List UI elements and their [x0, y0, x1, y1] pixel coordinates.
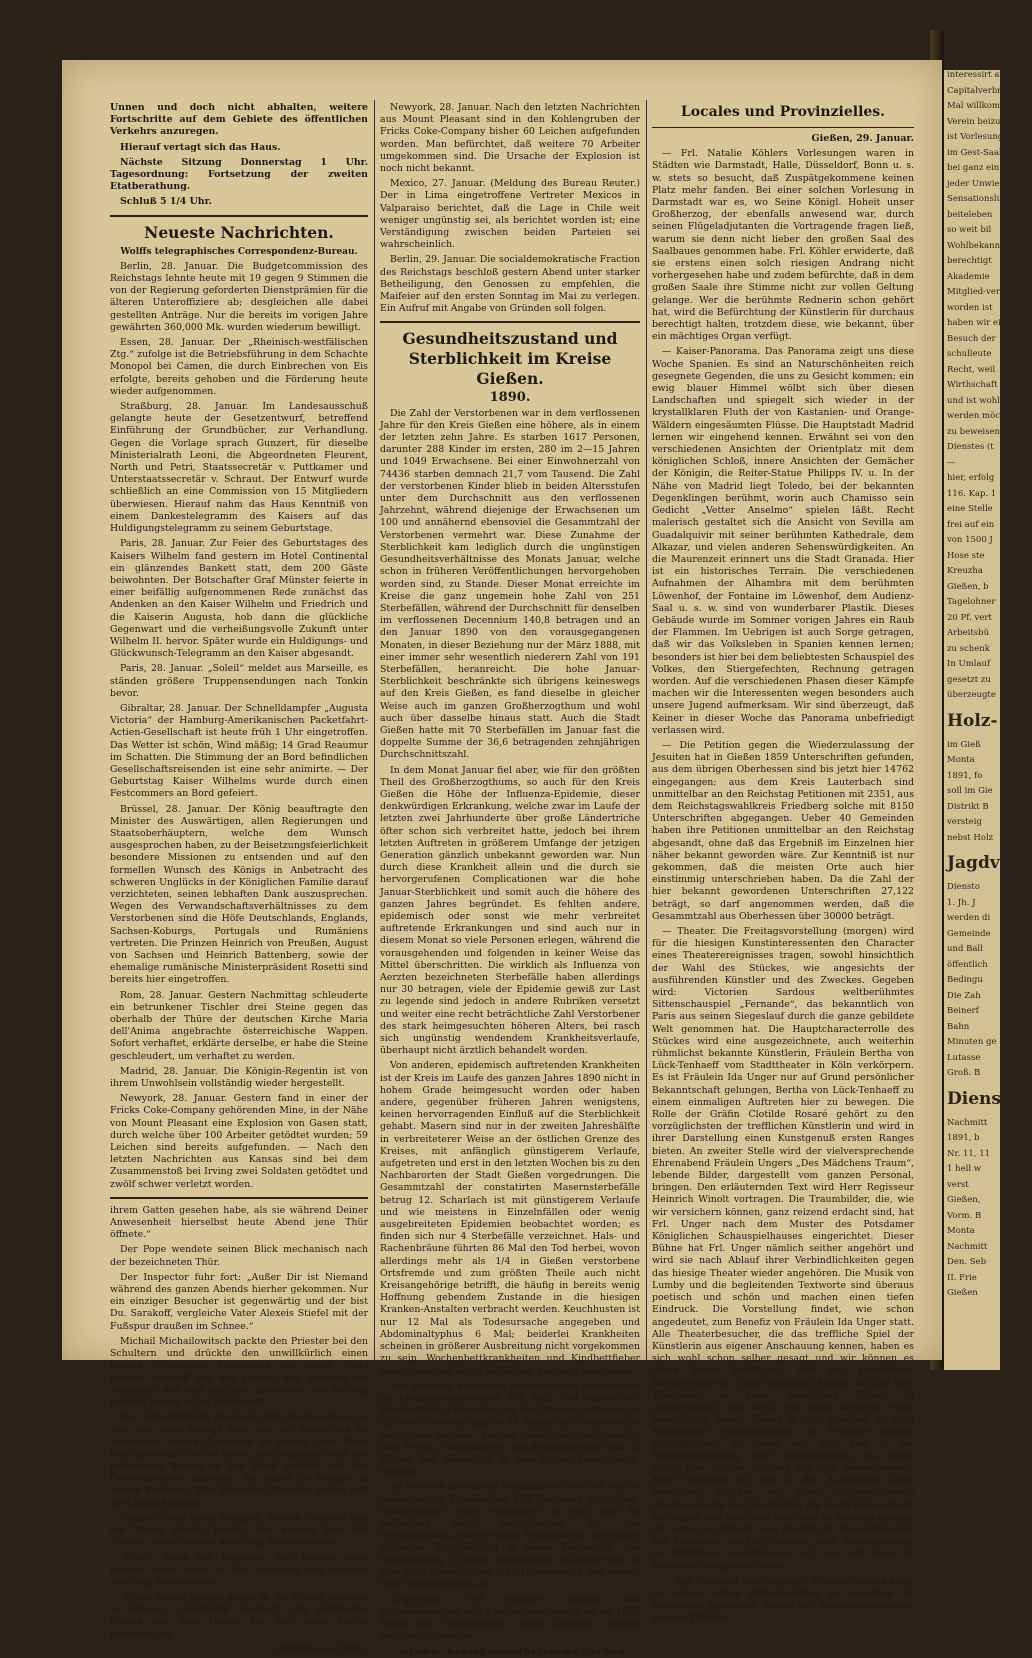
report-paragraph: Die Zahl der Verstorbenen war in dem verflossenen Jahre für den Kreis Gießen eine höhere, als in einem der letzten zehn Jahre. Es starben 1617 Personen, darunter 288 Kinder im ersten, 280 im 2—15 Jahren und 1049 Erwachsene. Bei einer Einwohnerzahl von 74436 starben demnach 21,7 vom Tausend. Die Zahl der verstorbenen Kinder blieb in beiden Altersstufen unter dem Durchschnitt aus den verflossenen Jahrzehnt, während diejenige der Erwachsenen um 100 und annähernd ebensoviel die Gesammtzahl der Verstorbenen vermehrt war. Diese Zunahme der Sterblichkeit kam lediglich durch die ungünstigen Gesundheitsverhältnisse des Monats Januar, welche schon in früheren Veröffentlichungen hervorgehoben worden sind, zu Stande. Dieser Monat erreichte im Kreise die ganz ungemein hohe Zahl von 251 Sterbefällen, während der Durchschnitt für denselben im verflossenen Decennium 140,8 betragen und an den Januar 1890 von den vorausgegangenen Monaten, in dieser Beziehung nur der März 1888, mit einer immer sehr wesentlich niederern Zahl von 191 Sterbefällen, heranreicht. Die hohe Januar-Sterblichkeit beschränkte sich übrigens keineswegs auf den Kreis Gießen, es fand dieselbe in gleicher Weise auch im ganzen Großherzogthum und wohl auch über dasselbe hinaus statt. Auch die Stadt Gießen hatte mit 70 Sterbefällen im Januar fast die doppelte Summe der 36,6 betragenden zehnjährigen Durchschnittszahl. [380, 407, 640, 761]
strip-line: II. Frie [947, 1272, 977, 1283]
local-item: — Frl. Natalie Köhlers Vorlesungen waren in Städten wie Darmstadt, Halle, Düsseldorf, Bonn u. s. w. stets so besucht, daß Zuspätgekommene keinen Platz mehr fanden. Bei einer solchen Vorlesung in Darmstadt war es, wo Seine Königl. Hoheit unser Großherzog, der ebenfalls anwesend war, durch seinen Flügeladjutanten die Vortragende fragen ließ, warum sie denn nicht lieber den großen Saal des Saalbaues genommen habe. Frl. Köhler erwiderte, daß sie erstens einen solch riesigen Andrang nicht vorhergesehen habe und zudem befürchte, daß in dem großen Saale ihre Stimme nicht zur vollen Geltung gelange. Wer die berühmte Rednerin schon gehört hat, wird die Befürchtung der Künstlerin für durchaus berechtigt halten, trotzdem diese, wie bekannt, über ein mächtiges Organ verfügt. [652, 148, 914, 343]
story-paragraph: Der Ueberwältigte blieb auf dem Stuhle sitzen; es war ihm ganz stumpf und wirr zu Sinne und er vermochte keinen Gedanken zu fassen. Sein Blick irrte abwesend durchs Leere. Der Inspector stand mit gekreuzten Armen an den Tisch gelehnt und der Gerichtsbeamte blätterte, die Feder im Munde, in seinen Papieren. Man hörte die Wanduhr ticken und die Lampe knistern. [110, 1412, 368, 1509]
strip-line: versteig [947, 817, 982, 827]
strip-line: Groß. B [947, 1068, 981, 1078]
strip-line: Kreuzha [947, 566, 983, 576]
story-paragraph: „Nun?“ sagte der Inspector. Der Beamte aber tauchte seine Feder in das Tintenfaß und schickte sich zum Schreiben an. [110, 1552, 368, 1588]
strip-line: Lutasse [947, 1052, 981, 1063]
strip-line: Dienstes (t [947, 442, 994, 452]
strip-line: Gießen [947, 1288, 978, 1298]
strip-line: Recht, weil [947, 364, 996, 375]
strip-line: Bahn [947, 1021, 970, 1032]
strip-text-block [944, 882, 1000, 1080]
strip-line: — [947, 457, 956, 468]
column-3 [652, 102, 915, 1624]
strip-line: Gießen, [947, 1195, 981, 1205]
report-paragraph: In dem Monat Januar fiel aber, wie für den größten Theil des Großherzogthums, so auch für den Kreis Gießen die Höhe der Influenza-Epidemie, dieser denkwürdigen Erkrankung, welche zwar im Laufe der letzten zwei Jahrhunderte über große Ländertriche öfter schon sich verbreitet hatte, jedoch bei ihrem letzten Auftreten in größerem Umfange der jetzigen Generation gänzlich unbekannt geworden war. Nun durch diese Krankheit allein und die durch sie hervorgerufenen Complicationen war die hohe Januar-Sterblichkeit und somit auch die höhere des ganzen Jahres begründet. Es fehlten andere, epidemisch oder sonst wie mehr verbreitet auftretende Erkrankungen und sind auch nur in diesem Monat so viele Personen erlegen, während die vorausgehenden und folgenden in keiner Weise das Mittel überschritten. Die wirklich als Influenza von Aerzten bezeichneten Sterbefälle haben allerdings nur 30 betragen, viele der Epidemie gewiß zur Last zu legende sind jedoch in andere Rubriken versetzt und weiter eine recht beträchtliche Zahl Verstorbener des stark heimgesuchten höheren Alters, bei rasch sich ungünstig wendendem Krankheitsverlaufe, überhaupt nicht ärztlich behandelt worden. [380, 764, 640, 1057]
strip-line: Distrikt B [947, 801, 989, 812]
news-item: Newyork, 28. Januar. Gestern fand in einer der Fricks Coke-Company gehörenden Mine, in der Nähe von Mount Pleasant eine Explosion von Gasen statt, durch welche über 100 Arbeiter getödtet wurden; 59 Leichen sind bereits aufgefunden. — Nach den letzten Nachrichten aus Kansas sind bei dem Zusammenstoß bei Irving zwei Soldaten getödtet und zwölf schwer verletzt worden. [110, 1093, 368, 1190]
strip-line: Nr. 11, 11 [947, 1148, 991, 1159]
strip-line: schulleute [947, 349, 992, 359]
strip-line: verst [947, 1179, 969, 1190]
news-item: Rom, 28. Januar. Gestern Nachmittag schleuderte ein betrunkener Tischler drei Steine gegen das oberhalb der Thüre der deutschen Kirche Maria dell'Anima angebrachte österreichische Wappen. Sofort verhaftet, erklärte derselbe, er habe die Steine geschleudert, um verhaftet zu werden. [110, 989, 368, 1062]
news-item: Straßburg, 28. Januar. Im Landesausschuß gelangte heute der Gesetzentwurf, betreffend Einführung der Grundbücher, zur Verhandlung. Gegen die Vorlage sprach Gunzert, für dieselbe Ministerialrath Leoni, die Abgeordneten Fleurent, North und Petri, Staatssecretär v. Puttkamer und Unterstaatssecretär v. Schraut. Der Entwurf wurde schließlich an eine Commission von 15 Mitgliedern überwiesen. Hierauf nahm das Haus Kenntniß von einem Dankestelegramm des Kaisers auf das Huldigungstelegramm zu seinem Geburtstage. [110, 401, 368, 535]
strip-line: Akademie [947, 271, 990, 282]
strip-heading: Holz- [947, 710, 998, 731]
strip-line: zu beweisen [947, 426, 1001, 437]
strip-line: gesetzt zu [947, 674, 991, 685]
column-divider [374, 100, 375, 1360]
parliament-intro: Unnen und doch nicht abhalten, weitere Fortschritte auf dem Gebiete des öffentlichen Verkehrs anzuregen. [110, 102, 368, 138]
strip-line: Die Zah [947, 990, 981, 1001]
strip-line: ist Vorlesung [947, 132, 1004, 142]
adjacent-page-strip [944, 70, 1032, 1370]
story-paragraph: Der Inspector fuhr fort: „Außer Dir ist Niemand während des ganzen Abends hierher gekommen. Nur ein einziger Besucher ist gegenwärtig und der bist Du. Sarakoff, vergleiche Vater Alexeis Stiefel mit der Fußspur draußen im Schnee.“ [110, 1271, 368, 1332]
newspaper-page [62, 60, 942, 1657]
news-item: Essen, 28. Januar. Der „Rheinisch-westfälischen Ztg.“ zufolge ist die Betriebsführung in dem Schachte Monopol bei Camen, die durch Einbrechen von Eis erfolgte, bereits gehoben und die Förderung heute wieder aufgenommen. [110, 337, 368, 397]
story-paragraph: Michail Michailowitsch packte den Priester bei den Schultern und drückte den unwillkürlich einen kurzen Widerstand Leistenden auf einen Stuhl nieder; Sarakoff zog ihm schnell und gewandt die Pelzstiefel aus und ging mit denselben, von Michail gefolgt, hinaus in die Finsterniß. [110, 1335, 368, 1408]
news-item: Brüssel, 28. Januar. Der König beauftragte den Minister des Auswärtigen, allen Regierungen und Staatsoberhäuptern, welche dem Wunsch ausgesprochen haben, zu der Beisetzungsfeierlichkeit besondere Missionen zu entsenden und auf den formellen Wunsch des Königs in Anbetracht des schweren Unglücks in der Königlichen Familie darauf verzichteten, seinen lebhaften Dank auszusprechen. Wegen des Verwandschaftsverhältnisses zu dem Verstorbenen sind die Höfe Deutschlands, Englands, Sachsen-Koburgs, Portugals und Rumäniens vertreten. Die Prinzen Heinrich von Preußen, August von Sachsen und Heinrich Battenberg, sowie der ehemalige rumänische Ministerpräsident Rosetti sind bereits hier eingetroffen. [110, 803, 368, 986]
news-agency: Wolffs telegraphisches Correspondenz-Bureau. [120, 246, 358, 257]
strip-line: bei ganz ein [947, 163, 1000, 173]
report-paragraph: An anderen bekannten Krankheiten sind 788 und an unbekannten Krankheiten 152 Personen gestorben. Gewaltsamen Todes verstarben 30 und zwar 18 Individuen durch verschiedene Art von Verunglückung, durch Fallen, Ueberfahren, Ertrinken, Erfrieren, Verschüttung in einem Steinbruch und Verbrennung, 10 durch Selbstmord, in einem Falle ist eine Schädelverletzung tödtlich geworden und einmal fand Hinrichtung statt. [380, 1481, 640, 1590]
strip-line: Capitalverbrec [947, 85, 1012, 96]
local-news-dateline: Gießen, 29. Januar. [811, 133, 914, 144]
news-item: Newyork, 28. Januar. Nach den letzten Nachrichten aus Mount Pleasant sind in den Kohlengruben der Fricks Coke-Company bisher 60 Leichen aufgefunden worden. Man befürchtet, daß weitere 70 Arbeiter umgekommen sind. Die Ursache der Explosion ist noch nicht bekannt. [380, 102, 640, 175]
strip-line: und Ball [947, 944, 983, 954]
strip-line: Diensto [947, 882, 980, 892]
strip-line: so weit bil [947, 225, 992, 235]
strip-line: berechtigt [947, 256, 992, 266]
story-paragraph: „Diese Stiefel passen genau in die Fährte draußen im Schnee,“ berichtete Sarakoff. „Die Fußspuren rühren von dem Manne her, der diese Stiefel getragen hat.“ [110, 1591, 368, 1640]
strip-line: 1. Jh. J [947, 897, 976, 908]
report-paragraph: Gegenüber 349 maliger Angabe von Standesbeamten und Leichenbeschauern ist im 1268 Fällen die Todesursache durch ärztliche Angabe festgestellt worden. [380, 1594, 640, 1642]
strip-line: Gießen, b [947, 581, 989, 592]
column-1 [110, 102, 368, 1655]
news-item: Paris, 28. Januar. „Soleil“ meldet aus Marseille, es ständen größere Truppensendungen nach Tonkin bevor. [110, 663, 368, 699]
strip-line: Gemeinde [947, 928, 991, 939]
strip-line: zu schenk [947, 643, 990, 654]
strip-line: im Gest-Saal [947, 147, 1002, 158]
story-paragraph: Der Pope wendete seinen Blick mechanisch nach der bezeichneten Thür. [110, 1244, 368, 1268]
news-item: Gibraltar, 28. Januar. Der Schnelldampfer „Augusta Victoria“ der Hamburg-Amerikanischen Packetfahrt-Actien-Gesellschaft ist heute früh 1 Uhr eingetroffen. Das Wetter ist schön, Wind mäßig; 14 Grad Reaumur im Schatten. Die Stimmung der an Bord befindlichen Gesellschaftsreisenden ist eine sehr animirte. — Der Geburtstag Kaiser Wilhelms wurde durch einen Festcommers an Bord gefeiert. [110, 702, 368, 800]
parliament-close: Schluß 5 1/4 Uhr. [120, 196, 212, 208]
strip-line: Wirthschaft [947, 380, 998, 390]
strip-line: eine Stelle [947, 504, 993, 514]
strip-line: werden möc [947, 411, 1000, 421]
story-paragraph: ihrem Gatten gesehen habe, als sie während Deiner Anwesenheit hierselbst heute Abend jene Thür öffnete.“ [110, 1204, 368, 1241]
strip-line: Bedingu [947, 975, 983, 985]
local-item: — Der Vorstand des Gießener Theater-Vereins hatte bei seiner ersten Platzeinteilung so eigentlich als Autodidakt gehandelt, keines der Ausschußmitglieder war als Theater- [652, 1575, 914, 1624]
strip-line: 116. Kap. 1 [947, 488, 997, 499]
strip-text-block [944, 740, 1000, 845]
report-signature: Großh. Kreisgesundheitsamt Gießen. [400, 1645, 630, 1657]
strip-line: Monta [947, 1226, 975, 1236]
strip-text-block [944, 1118, 1000, 1300]
strip-line: Vorm. B [947, 1210, 982, 1221]
strip-line: jeder Unwie [947, 178, 1000, 189]
strip-line: soll im Gie [947, 786, 993, 796]
health-report-year: 1890. [489, 390, 531, 406]
news-item: Madrid, 28. Januar. Die Königin-Regentin ist von ihrem Unwohlsein vollständig wieder hergestellt. [110, 1065, 368, 1090]
local-item: — Die Petition gegen die Wiederzulassung der Jesuiten hat in Gießen 1859 Unterschriften gefunden, aus dem übrigen Oberhessen sind bis jetzt hier 14762 eingegangen; aus dem Kreis Lauterbach sind unmittelbar an den Reichstag Petitionen mit 2351, aus dem Reichstagswahlkreis Friedberg solche mit 8150 Unterschriften abgegangen. Ueber 40 Gemeinden haben ihre Petitionen unmittelbar an den Reichstag abgesandt, ohne daß das Ergebniß im Einzelnen hier näher bekannt geworden wäre. Zur Kenntniß ist nur gekommen, daß die meisten Orte auch hier einstimmig unterschrieben haben. Da die Zahl der hier bekannt gewordenen Unterschriften 27,122 beträgt, so darf angenommen werden, daß die Gesammtzahl aus Oberhessen über 30000 beträgt. [652, 739, 914, 922]
strip-line: hier, erfolg [947, 473, 995, 483]
local-item: — Kaiser-Panorama. Das Panorama zeigt uns diese Woche Spanien. Es sind an Naturschönheiten reich gesegnete Gegenden, die uns zu Gesicht kommen; ein ewig blauer Himmel wölbt sich über diesen Landschaften und spiegelt sich wieder in der krystallklaren Fluth der von Kastanien- und Orange-Wäldern eingesäumten Flüsse. Die Hauptstadt Madrid lernen wir eingehend kennen. Erwähnt sei von den verschiedenen Ansichten der Orientplatz mit dem königlichen Schloß, innere Ansichten der Gemächer der Königin, die Reiter-Statue Philipps IV. u. In der Nähe von Madrid liegt Toledo, bei der bekannten Degenklingen berühmt, worin auch Chamisso sein Gedicht „Vetter Anselmo“ spielen läßt. Recht malerisch gestaltet sich die Ansicht von Sevilla am Guadalquivir mit seiner berühmten Kathedrale, dem Alkazar, und vielen anderen Sehenswürdigkeiten. An die Maurenzeit erinnert uns die Stadt Granada. Hier ist ein historisches Terrain. Die verschiedenen Aufnahmen der Alhambra mit dem berühmten Löwenhof, der Fontaine im Löwenhof, dem Audienz-Saal u. s. w. sind von wunderbarer Plastik. Dieses Gebäude wurde im Sommer vorigen Jahres ein Raub der Flammen. Im Uebrigen ist auch Sorge getragen, daß wir das Volksleben in Spanien kennen lernen; besonders ist hier bei dem beliebtesten Schauspiel des Volkes, den Stiergefechten, Rechnung getragen worden. Auf die verschiedenen Phasen dieser Kämpfe machen wir die Interessenten wegen besonders auch unsere Jugend aufmerksam. Wir sind überzeugt, daß Keiner in dieser Woche das Panorama unbefriedigt verlassen wird. [652, 346, 915, 736]
strip-heading: Jagdv [947, 853, 1000, 873]
parliament-next-session: Nächste Sitzung Donnerstag 1 Uhr. Tagesordnung: Fortsetzung der zweiten Etatberathung. [110, 156, 368, 193]
strip-line: Minuten ge [947, 1037, 997, 1047]
news-item: Berlin, 29. Januar. Die socialdemokratische Fraction des Reichstags beschloß gestern Abend unter starker Betheiligung, den Genossen zu empfehlen, die Maifeier auf den ersten Sonntag im Mai zu verlegen. Ein Aufruf mit Angabe von Gründen soll folgen. [380, 254, 640, 315]
strip-line: worden ist [947, 302, 993, 313]
news-heading: Neueste Nachrichten. [144, 222, 334, 242]
strip-line: Besuch der [947, 333, 996, 344]
report-paragraph: Von anderen, epidemisch auftretenden Krankheiten ist der Kreis im Laufe des ganzen Jahres 1890 nicht in hohem Grade heimgesucht worden oder haben andere, gegenüber früheren Jahren wenigstens, keinen hervorragenden Einfluß auf die Sterblichkeit gehabt. Masern sind nur in der zweiten Jahreshälfte in verbreiteterer Weise an der östlichen Grenze des Kreises, mit anfänglich günstigerem Verlaufe, aufgetreten und erst in den letzten Wochen bis zu den Nachbarorten der Stadt Gießen vorgedrungen. Die Gesammtzahl der constatirten Masernsterbefälle betrug 12. Scharlach ist mit günstigerem Verlaufe und wie meistens in Einzelnfällen oder wenig ausgebreiteten Epidemien beobachtet worden; es finden sich nur 4 Sterbefälle verzeichnet. Hals- und Rachenbräune führten 86 Mal den Tod herbei, wovon allerdings mehr als 1/4 in Gießen verstorbene Ortsfremde und zum größten Theile auch nicht Kreisangehörige betrifft, die häufig in bereits wenig Hoffnung gebendem Zustande in die hiesigen Kranken-Anstalten verbracht werden. Keuchhusten ist nur 12 Mal als Todesursache angegeben und Abdominaltyphus 6 Mal; beiderlei Krankheiten scheinen in größerer Ausbreitung nicht vorgekommen zu sein. Wochenbettkrankheiten und Kindbettfieber haben neunmal einen tödtlichen Ausgang genommen. [380, 1060, 640, 1377]
health-report-heading: Gesundheitszustand und Sterblichkeit im Kreise Gießen. [402, 329, 618, 389]
report-paragraph: Von anderen, besonders verzeichneten Krankheiten ist Lungenschwindsucht 220 Mal, fast ebenso oft Entzündliche Erkrankungen der Athmungs-Organe in 222 und Gehirnschlag in 36 Fällen als Todesursache angegeben worden. Akutem Gelenkrheumatismus ist eine Person, Darmkatarrh und Brechdurchfall sind 32 Kinder, fast sämmtlich in dem ersten Lebensjahre, erlegen. [380, 1380, 640, 1478]
strip-line: Tagelohner [947, 597, 996, 607]
strip-line: 1891, b [947, 1133, 980, 1143]
strip-line: Beinerf [947, 1006, 979, 1016]
strip-line: Monta [947, 755, 975, 765]
strip-line: Sensationsluß [947, 194, 1008, 204]
strip-line: haben wir ei [947, 318, 1001, 328]
feuilleton-rule [110, 1197, 368, 1199]
strip-line: Verein beizut [947, 116, 1004, 127]
strip-line: und ist wohl [947, 395, 1000, 406]
strip-line: 20 Pf. vert [947, 612, 992, 623]
strip-line: Hose ste [947, 550, 985, 561]
news-item: Paris, 28. Januar. Zur Feier des Geburtstages des Kaisers Wilhelm fand gestern im Hotel Continental ein glänzendes Bankett statt, dem 200 Gäste beiwohnten. Der Botschafter Graf Münster feierte in einer beifällig aufgenommenen Rede zunächst das Andenken an den Kaiser Wilhelm und Friedrich und die Kaiserin Augusta, hob dann die glückliche Gegenwart und die verheißungsvolle Zukunft unter Wilhelm II. hervor. Später wurde ein Huldigungs- und Glückwunsch-Telegramm an den Kaiser abgesandt. [110, 538, 368, 660]
strip-line: beiteleben [947, 209, 993, 220]
strip-line: Den. Seb [947, 1257, 987, 1267]
column-2 [380, 102, 640, 1657]
strip-line: Arbeitsbü [947, 628, 990, 638]
story-paragraph: Endlich, nach einer Ewigkeit, kamen Sarakoff und der Bauer wieder herein; der erstere trug die Stiefeln, deren Sohlen weiß vom Schnee waren. [110, 1512, 368, 1549]
strip-line: Nachmitt [947, 1241, 988, 1252]
strip-line: Mal willkommen [947, 101, 1019, 111]
strip-line: Wohlbekann [947, 240, 1001, 251]
strip-line: nebst Holz [947, 832, 994, 843]
local-news-heading: Locales und Provinzielles. [680, 104, 886, 120]
news-item: Berlin, 28. Januar. Die Budgetcommission des Reichstags lehnte heute mit 19 gegen 9 Stimmen die von der Regierung geforderten Dienstprämien für die älteren Unteroffiziere ab; desgleichen alle dabei gestellten Anträge. Nur die bereits im vorigen Jahre gewährten 360,000 Mk. wurden wiederum bewilligt. [110, 260, 368, 333]
parliament-adjourn: Hierauf vertagt sich das Haus. [120, 141, 281, 153]
strip-line: Mitglied-ver [947, 287, 1000, 297]
local-item: — Theater. Die Freitagsvorstellung (morgen) wird für die hiesigen Kunstinteressenten den Character eines Theaterereignisses tragen, sowohl hinsichtlich der Wahl des Stückes, wie angesichts der ausführenden Künstler und des Zweckes. Gegeben wird: Victorien Sardous weltberühmtes Sittenschauspiel „Fernande“, das bekanntlich von Paris aus seinen Siegeslauf durch die ganze gebildete Welt genommen hat. Die Hauptcharacterrolle des Stückes wird eine ausgezeichnete, auch weiterhin rühmlichst bekannte Künstlerin, Fräulein Bertha von Lück-Tenhaeff vom Stadttheater in Köln verkörpern. Es ist Fräulein Ida Unger nur auf Grund persönlicher Bekanntschaft gelungen, Bertha von Lück-Tenhaeff zu einem einmaligen Auftreten hier zu bewegen. Die Rolle der Gräfin Clotilde Rosaré gehört zu den vorzüglichsten der trefflichen Künstlerin und wird in ihrer Darstellung einen Kunstgenuß ersten Ranges bieten. An zweiter Stelle wird der vielversprechende Ehrenabend Fräulein Ungers „Des Mädchens Traum“, lebende Bilder, dargestellt vom ganzen Personal, bringen. Den erläuternden Text wird Herr Regisseur Heinrich Winolt vortragen. Die Traumbilder, die, wie wir versichern können, ganz reizend erdacht sind, hat Frl. Unger nach dem Muster des Potsdamer Königlichen Schauspielhauses eingerichtet. Dieser Bühne hat Frl. Unger nämlich seither angehört und wird sie nach Ablauf ihrer Verbindlichkeiten gegen das hiesige Theater wieder angehören. Die Musik von Lumby und die begleitenden Textworte sind überaus poetisch und schön und machen einen tiefen Eindruck. Die Vorstellung findet, wie schon angedeutet, zum Benefiz von Fräulein Ida Unger statt. Alle Theaterbesucher, die das treffliche Spiel der Künstlerin aus eigener Anschauung kennen, haben es sich wohl schon selber gesagt und wir können es ihnen heute bestätigen, daß nur persönliche Rücksichten Frl. Unger bestimmt haben, auf Zeit ihre Thätigkeit an einer namhaften Bühne zu unterbrechen. Sie wird, wie oben bemerkt, nach Beendigung dieser Saison in ihre Stellung an dem Königlichen Schauspielhaus in Potsdam wieder zurückkehren. Es bietet sich hier also in der Benefizvorstellung einer Schauspielerin, die schon durch ihre äußere Stellung als eine hervorragende Kraft legitimirt ist, und in der Aufführung eines namhaften Stückes mit einer ausgezeichneten Repräsentantin der Hauptrolle, die beste Gelegenheit, zu zeigen, daß man hier das Gute zu nehmen geneigt ist, woher es kommt, und überall da, ohne Rücksicht auf beirrende Aeußerlichkeiten, sein Kunstinteresse zu bethätigen entschlossen ist, wo sich dazu in Wahrheit Gelegenheit findet. [652, 926, 914, 1572]
strip-line: interessirt auf [947, 70, 1009, 80]
strip-line: öffentlich [947, 959, 988, 970]
strip-line: 1891, fo [947, 770, 983, 781]
strip-line: In Umlauf [947, 659, 991, 669]
section-rule [380, 321, 640, 323]
column-divider [646, 100, 647, 1360]
strip-line: werden di [947, 913, 991, 923]
heading-rule [652, 127, 914, 128]
continuation-note: (Fortsetzung folgt.) [275, 1643, 368, 1655]
strip-line: im Gieß [947, 739, 981, 750]
strip-line: frei auf ein [947, 519, 995, 530]
strip-text-block [944, 70, 1019, 702]
strip-line: Nachmitt [947, 1117, 988, 1128]
strip-line: 1 hell w [947, 1164, 982, 1174]
strip-heading: Dienstag [947, 1088, 1032, 1109]
news-item: Mexico, 27. Januar. (Meldung des Bureau Reuter.) Der in Lima eingetroffene Vertreter Mexicos in Valparaiso berichtet, daß die Lage in Chile weit weniger ungünstig sei, als berichtet worden ist; eine Verständigung zwischen beiden Parteien sei wahrscheinlich. [380, 178, 640, 251]
strip-line: überzeugte [947, 690, 996, 700]
section-rule [110, 215, 368, 217]
strip-line: von 1500 J [947, 535, 993, 545]
